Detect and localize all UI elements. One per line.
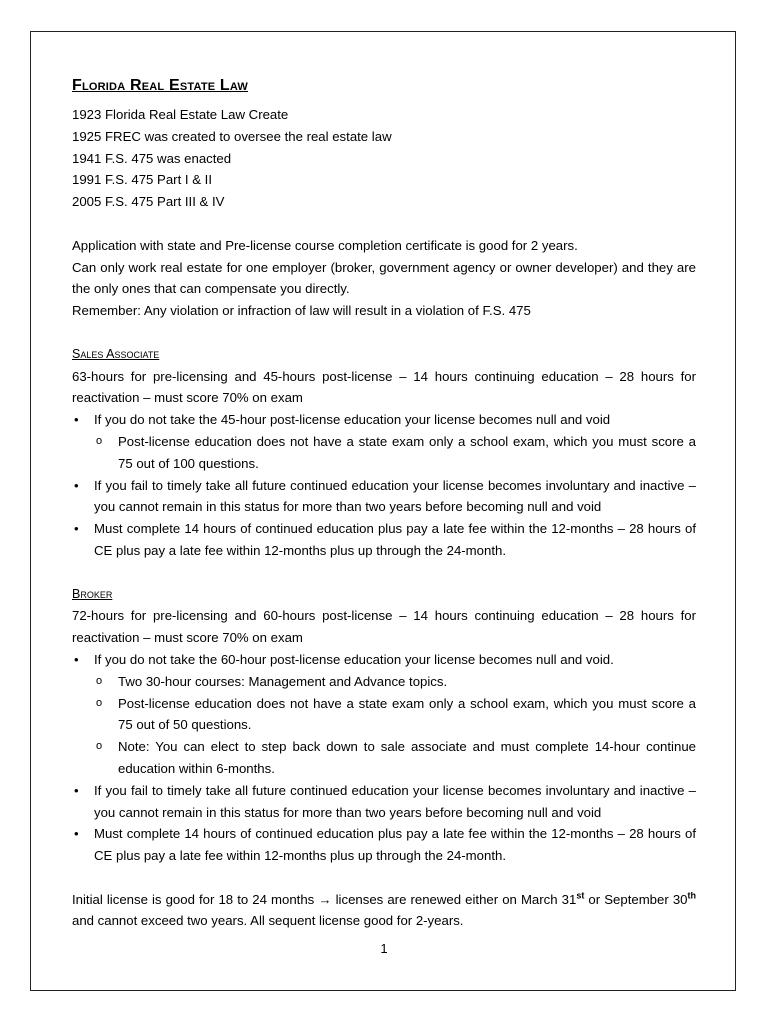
list-item-text: Must complete 14 hours of continued education plus pay a late fee within the 12-months – 28 hours of CE plus pay a late fee within 12-months plus up through the 24-month.	[94, 521, 696, 558]
sub-list-item	[72, 736, 696, 780]
list-item-text: Two 30-hour courses: Management and Advance topics.	[118, 673, 448, 689]
sales-associate-section	[72, 344, 696, 562]
sub-list-item	[72, 693, 696, 737]
general-section	[72, 235, 696, 322]
general-paragraph: Remember: Any violation or infraction of law will result in a violation of F.S. 475	[72, 303, 531, 319]
list-item	[72, 823, 696, 867]
history-line: 1991 F.S. 475 Part I & II	[72, 172, 213, 188]
spacer	[72, 867, 696, 889]
general-paragraph: Can only work real estate for one employer (broker, government agency or owner developer) and they are the only ones that can compensate you directly.	[72, 259, 696, 297]
history-line: 1925 FREC was created to oversee the real estate law	[72, 128, 392, 144]
list-item-text: Must complete 14 hours of continued education plus pay a late fee within the 12-months – 28 hours of CE plus pay a late fee within 12-months plus up through the 24-month.	[94, 826, 696, 864]
sub-bullet-icon: o	[96, 740, 103, 753]
list-item	[72, 475, 696, 519]
bullet-icon: •	[74, 651, 79, 667]
closing-text: and cannot exceed two years. All sequent license good for 2-years.	[72, 913, 464, 929]
list-item-text: Post-license education does not have a state exam only a school exam, which you must score a 75 out of 100 questions.	[118, 433, 696, 471]
history-line: 1941 F.S. 475 was enacted	[72, 150, 232, 166]
list-item-text: If you do not take the 60-hour post-license education your license becomes null and void.	[94, 651, 614, 667]
spacer	[72, 562, 696, 584]
closing-text: or September 30	[584, 891, 688, 907]
page-title: Florida Real Estate Law	[72, 77, 249, 94]
closing-paragraph	[72, 889, 696, 933]
section-intro: 63-hours for pre-licensing and 45-hours post-license – 14 hours continuing education – 28 hours for reactivation – must score 70% on exam	[72, 368, 696, 406]
section-heading: Sales Associate	[72, 346, 160, 361]
section-heading: Broker	[72, 586, 113, 601]
history-list	[72, 104, 696, 213]
list-item	[72, 409, 696, 431]
sub-list-item	[72, 671, 696, 693]
list-item	[72, 780, 696, 824]
list-item	[72, 518, 696, 562]
ordinal-suffix: th	[687, 890, 696, 901]
list-item-text: If you fail to timely take all future continued education your license becomes involuntary and inactive – you cannot remain in this status for more than two years before becoming null and void	[94, 477, 696, 515]
bullet-icon: •	[74, 826, 79, 842]
history-line: 1923 Florida Real Estate Law Create	[72, 107, 289, 122]
list-item-text: If you fail to timely take all future continued education your license becomes involuntary and inactive – you cannot remain in this status for more than two years before becoming null and void	[94, 782, 696, 820]
document-body	[72, 74, 696, 932]
section-intro: 72-hours for pre-licensing and 60-hours post-license – 14 hours continuing education – 28 hours for reactivation – must score 70% on exam	[72, 608, 696, 646]
sub-bullet-icon: o	[96, 674, 103, 687]
sub-list-item	[72, 431, 696, 475]
spacer	[72, 213, 696, 235]
ordinal-suffix: st	[576, 890, 585, 901]
bullet-list	[72, 649, 696, 867]
general-paragraph: Application with state and Pre-license course completion certificate is good for 2 years.	[72, 237, 578, 253]
bullet-icon: •	[74, 521, 79, 537]
sub-bullet-icon: o	[96, 696, 103, 709]
closing-text: licenses are renewed either on March 31	[331, 891, 577, 907]
history-line: 2005 F.S. 475 Part III & IV	[72, 194, 225, 210]
list-item-text: Post-license education does not have a state exam only a school exam, which you must score a 75 out of 50 questions.	[118, 695, 696, 733]
bullet-icon: •	[74, 477, 79, 493]
right-arrow-icon: →	[318, 891, 332, 907]
sub-bullet-icon: o	[96, 434, 103, 447]
bullet-icon: •	[74, 782, 79, 798]
closing-text: Initial license is good for 18 to 24 months	[72, 891, 319, 907]
bullet-icon: •	[74, 412, 79, 428]
page-number: 1	[380, 941, 388, 956]
bullet-list	[72, 409, 696, 562]
broker-section	[72, 584, 696, 867]
spacer	[72, 322, 696, 344]
list-item	[72, 649, 696, 671]
list-item-text: Note: You can elect to step back down to sale associate and must complete 14-hour continue education within 6-months.	[118, 739, 696, 776]
list-item-text: If you do not take the 45-hour post-license education your license becomes null and void	[94, 412, 611, 428]
